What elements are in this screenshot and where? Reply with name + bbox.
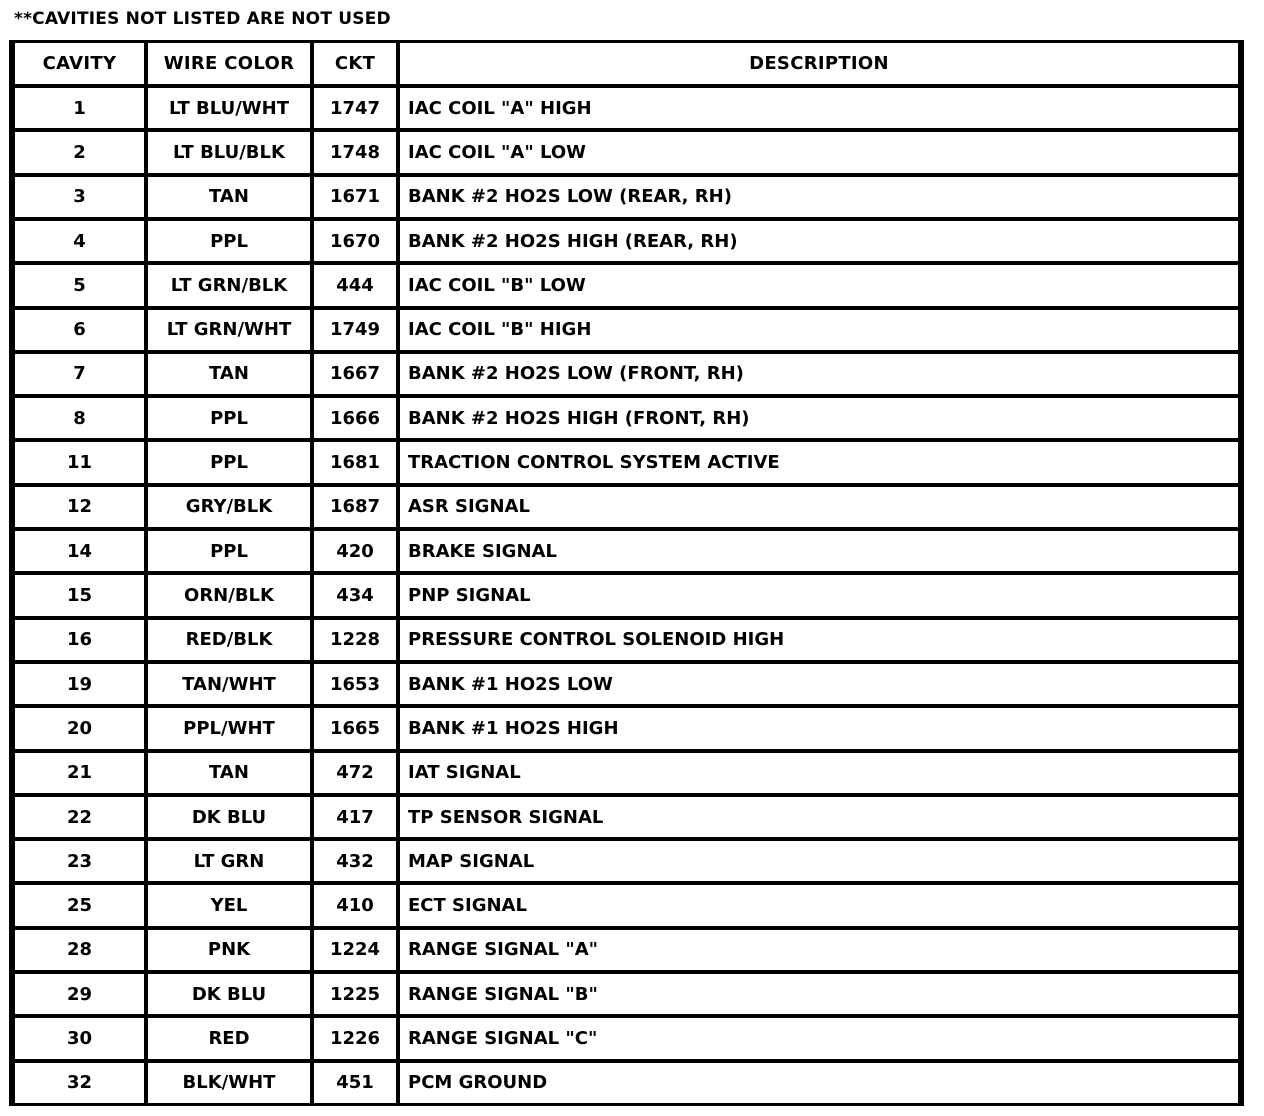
cavities-note: **CAVITIES NOT LISTED ARE NOT USED bbox=[14, 9, 391, 29]
cell-cavity: 23 bbox=[15, 841, 144, 881]
cell-ckt: 1681 bbox=[314, 442, 396, 482]
cell-ckt: 1653 bbox=[314, 664, 396, 704]
cell-ckt: 1226 bbox=[314, 1018, 396, 1058]
cell-cavity: 20 bbox=[15, 708, 144, 748]
cell-wire-color: GRY/BLK bbox=[148, 487, 310, 527]
cell-ckt: 1670 bbox=[314, 221, 396, 261]
cell-description: MAP SIGNAL bbox=[400, 841, 1238, 881]
cell-wire-color: PPL bbox=[148, 221, 310, 261]
cell-description: RANGE SIGNAL "B" bbox=[400, 974, 1238, 1014]
cell-description: BRAKE SIGNAL bbox=[400, 531, 1238, 571]
cell-description: IAC COIL "B" LOW bbox=[400, 265, 1238, 305]
cell-ckt: 1665 bbox=[314, 708, 396, 748]
cell-ckt: 444 bbox=[314, 265, 396, 305]
cell-description: BANK #2 HO2S HIGH (FRONT, RH) bbox=[400, 398, 1238, 438]
cell-cavity: 29 bbox=[15, 974, 144, 1014]
cell-description: BANK #2 HO2S LOW (REAR, RH) bbox=[400, 177, 1238, 217]
cell-cavity: 3 bbox=[15, 177, 144, 217]
cell-cavity: 6 bbox=[15, 310, 144, 350]
connector-table bbox=[9, 40, 1244, 1106]
cell-ckt: 417 bbox=[314, 797, 396, 837]
cell-description: BANK #1 HO2S LOW bbox=[400, 664, 1238, 704]
cell-cavity: 7 bbox=[15, 354, 144, 394]
cell-ckt: 1747 bbox=[314, 88, 396, 128]
cell-cavity: 30 bbox=[15, 1018, 144, 1058]
cell-ckt: 434 bbox=[314, 575, 396, 615]
cell-ckt: 451 bbox=[314, 1063, 396, 1103]
cell-description: BANK #1 HO2S HIGH bbox=[400, 708, 1238, 748]
cell-wire-color: LT BLU/BLK bbox=[148, 132, 310, 172]
cell-cavity: 22 bbox=[15, 797, 144, 837]
cell-description: RANGE SIGNAL "C" bbox=[400, 1018, 1238, 1058]
cell-cavity: 2 bbox=[15, 132, 144, 172]
column-header-cavity: CAVITY bbox=[15, 43, 144, 84]
column-header-ckt: CKT bbox=[314, 43, 396, 84]
cell-description: BANK #2 HO2S LOW (FRONT, RH) bbox=[400, 354, 1238, 394]
cell-description: RANGE SIGNAL "A" bbox=[400, 930, 1238, 970]
cell-cavity: 28 bbox=[15, 930, 144, 970]
cell-ckt: 472 bbox=[314, 753, 396, 793]
cell-description: PNP SIGNAL bbox=[400, 575, 1238, 615]
cell-wire-color: TAN bbox=[148, 177, 310, 217]
cell-cavity: 16 bbox=[15, 620, 144, 660]
cell-ckt: 420 bbox=[314, 531, 396, 571]
cell-description: TRACTION CONTROL SYSTEM ACTIVE bbox=[400, 442, 1238, 482]
cell-cavity: 4 bbox=[15, 221, 144, 261]
cell-description: PCM GROUND bbox=[400, 1063, 1238, 1103]
cell-wire-color: ORN/BLK bbox=[148, 575, 310, 615]
cell-ckt: 1228 bbox=[314, 620, 396, 660]
cell-wire-color: PPL bbox=[148, 531, 310, 571]
cell-cavity: 1 bbox=[15, 88, 144, 128]
cell-wire-color: DK BLU bbox=[148, 797, 310, 837]
cell-ckt: 1687 bbox=[314, 487, 396, 527]
cell-ckt: 1749 bbox=[314, 310, 396, 350]
cell-cavity: 19 bbox=[15, 664, 144, 704]
cell-wire-color: YEL bbox=[148, 885, 310, 925]
cell-cavity: 14 bbox=[15, 531, 144, 571]
cell-wire-color: RED/BLK bbox=[148, 620, 310, 660]
cell-ckt: 1671 bbox=[314, 177, 396, 217]
cell-ckt: 1225 bbox=[314, 974, 396, 1014]
cell-wire-color: RED bbox=[148, 1018, 310, 1058]
cell-wire-color: LT BLU/WHT bbox=[148, 88, 310, 128]
cell-wire-color: TAN bbox=[148, 354, 310, 394]
cell-wire-color: LT GRN/WHT bbox=[148, 310, 310, 350]
cell-description: IAC COIL "A" LOW bbox=[400, 132, 1238, 172]
cell-ckt: 1667 bbox=[314, 354, 396, 394]
cell-wire-color: TAN bbox=[148, 753, 310, 793]
cell-wire-color: LT GRN bbox=[148, 841, 310, 881]
cell-wire-color: PPL bbox=[148, 442, 310, 482]
cell-cavity: 8 bbox=[15, 398, 144, 438]
cell-description: ECT SIGNAL bbox=[400, 885, 1238, 925]
cell-cavity: 5 bbox=[15, 265, 144, 305]
cell-cavity: 12 bbox=[15, 487, 144, 527]
cell-ckt: 432 bbox=[314, 841, 396, 881]
cell-description: TP SENSOR SIGNAL bbox=[400, 797, 1238, 837]
cell-wire-color: PPL/WHT bbox=[148, 708, 310, 748]
cell-description: PRESSURE CONTROL SOLENOID HIGH bbox=[400, 620, 1238, 660]
cell-ckt: 1666 bbox=[314, 398, 396, 438]
cell-description: IAC COIL "B" HIGH bbox=[400, 310, 1238, 350]
cell-description: IAC COIL "A" HIGH bbox=[400, 88, 1238, 128]
cell-cavity: 11 bbox=[15, 442, 144, 482]
cell-description: ASR SIGNAL bbox=[400, 487, 1238, 527]
cell-wire-color: PPL bbox=[148, 398, 310, 438]
cell-wire-color: DK BLU bbox=[148, 974, 310, 1014]
cell-wire-color: LT GRN/BLK bbox=[148, 265, 310, 305]
cell-cavity: 21 bbox=[15, 753, 144, 793]
cell-ckt: 1224 bbox=[314, 930, 396, 970]
cell-ckt: 1748 bbox=[314, 132, 396, 172]
cell-wire-color: BLK/WHT bbox=[148, 1063, 310, 1103]
cell-description: BANK #2 HO2S HIGH (REAR, RH) bbox=[400, 221, 1238, 261]
column-header-description: DESCRIPTION bbox=[400, 43, 1238, 84]
cell-description: IAT SIGNAL bbox=[400, 753, 1238, 793]
column-header-wire-color: WIRE COLOR bbox=[148, 43, 310, 84]
cell-cavity: 25 bbox=[15, 885, 144, 925]
cell-wire-color: PNK bbox=[148, 930, 310, 970]
cell-ckt: 410 bbox=[314, 885, 396, 925]
cell-cavity: 32 bbox=[15, 1063, 144, 1103]
cell-wire-color: TAN/WHT bbox=[148, 664, 310, 704]
cell-cavity: 15 bbox=[15, 575, 144, 615]
